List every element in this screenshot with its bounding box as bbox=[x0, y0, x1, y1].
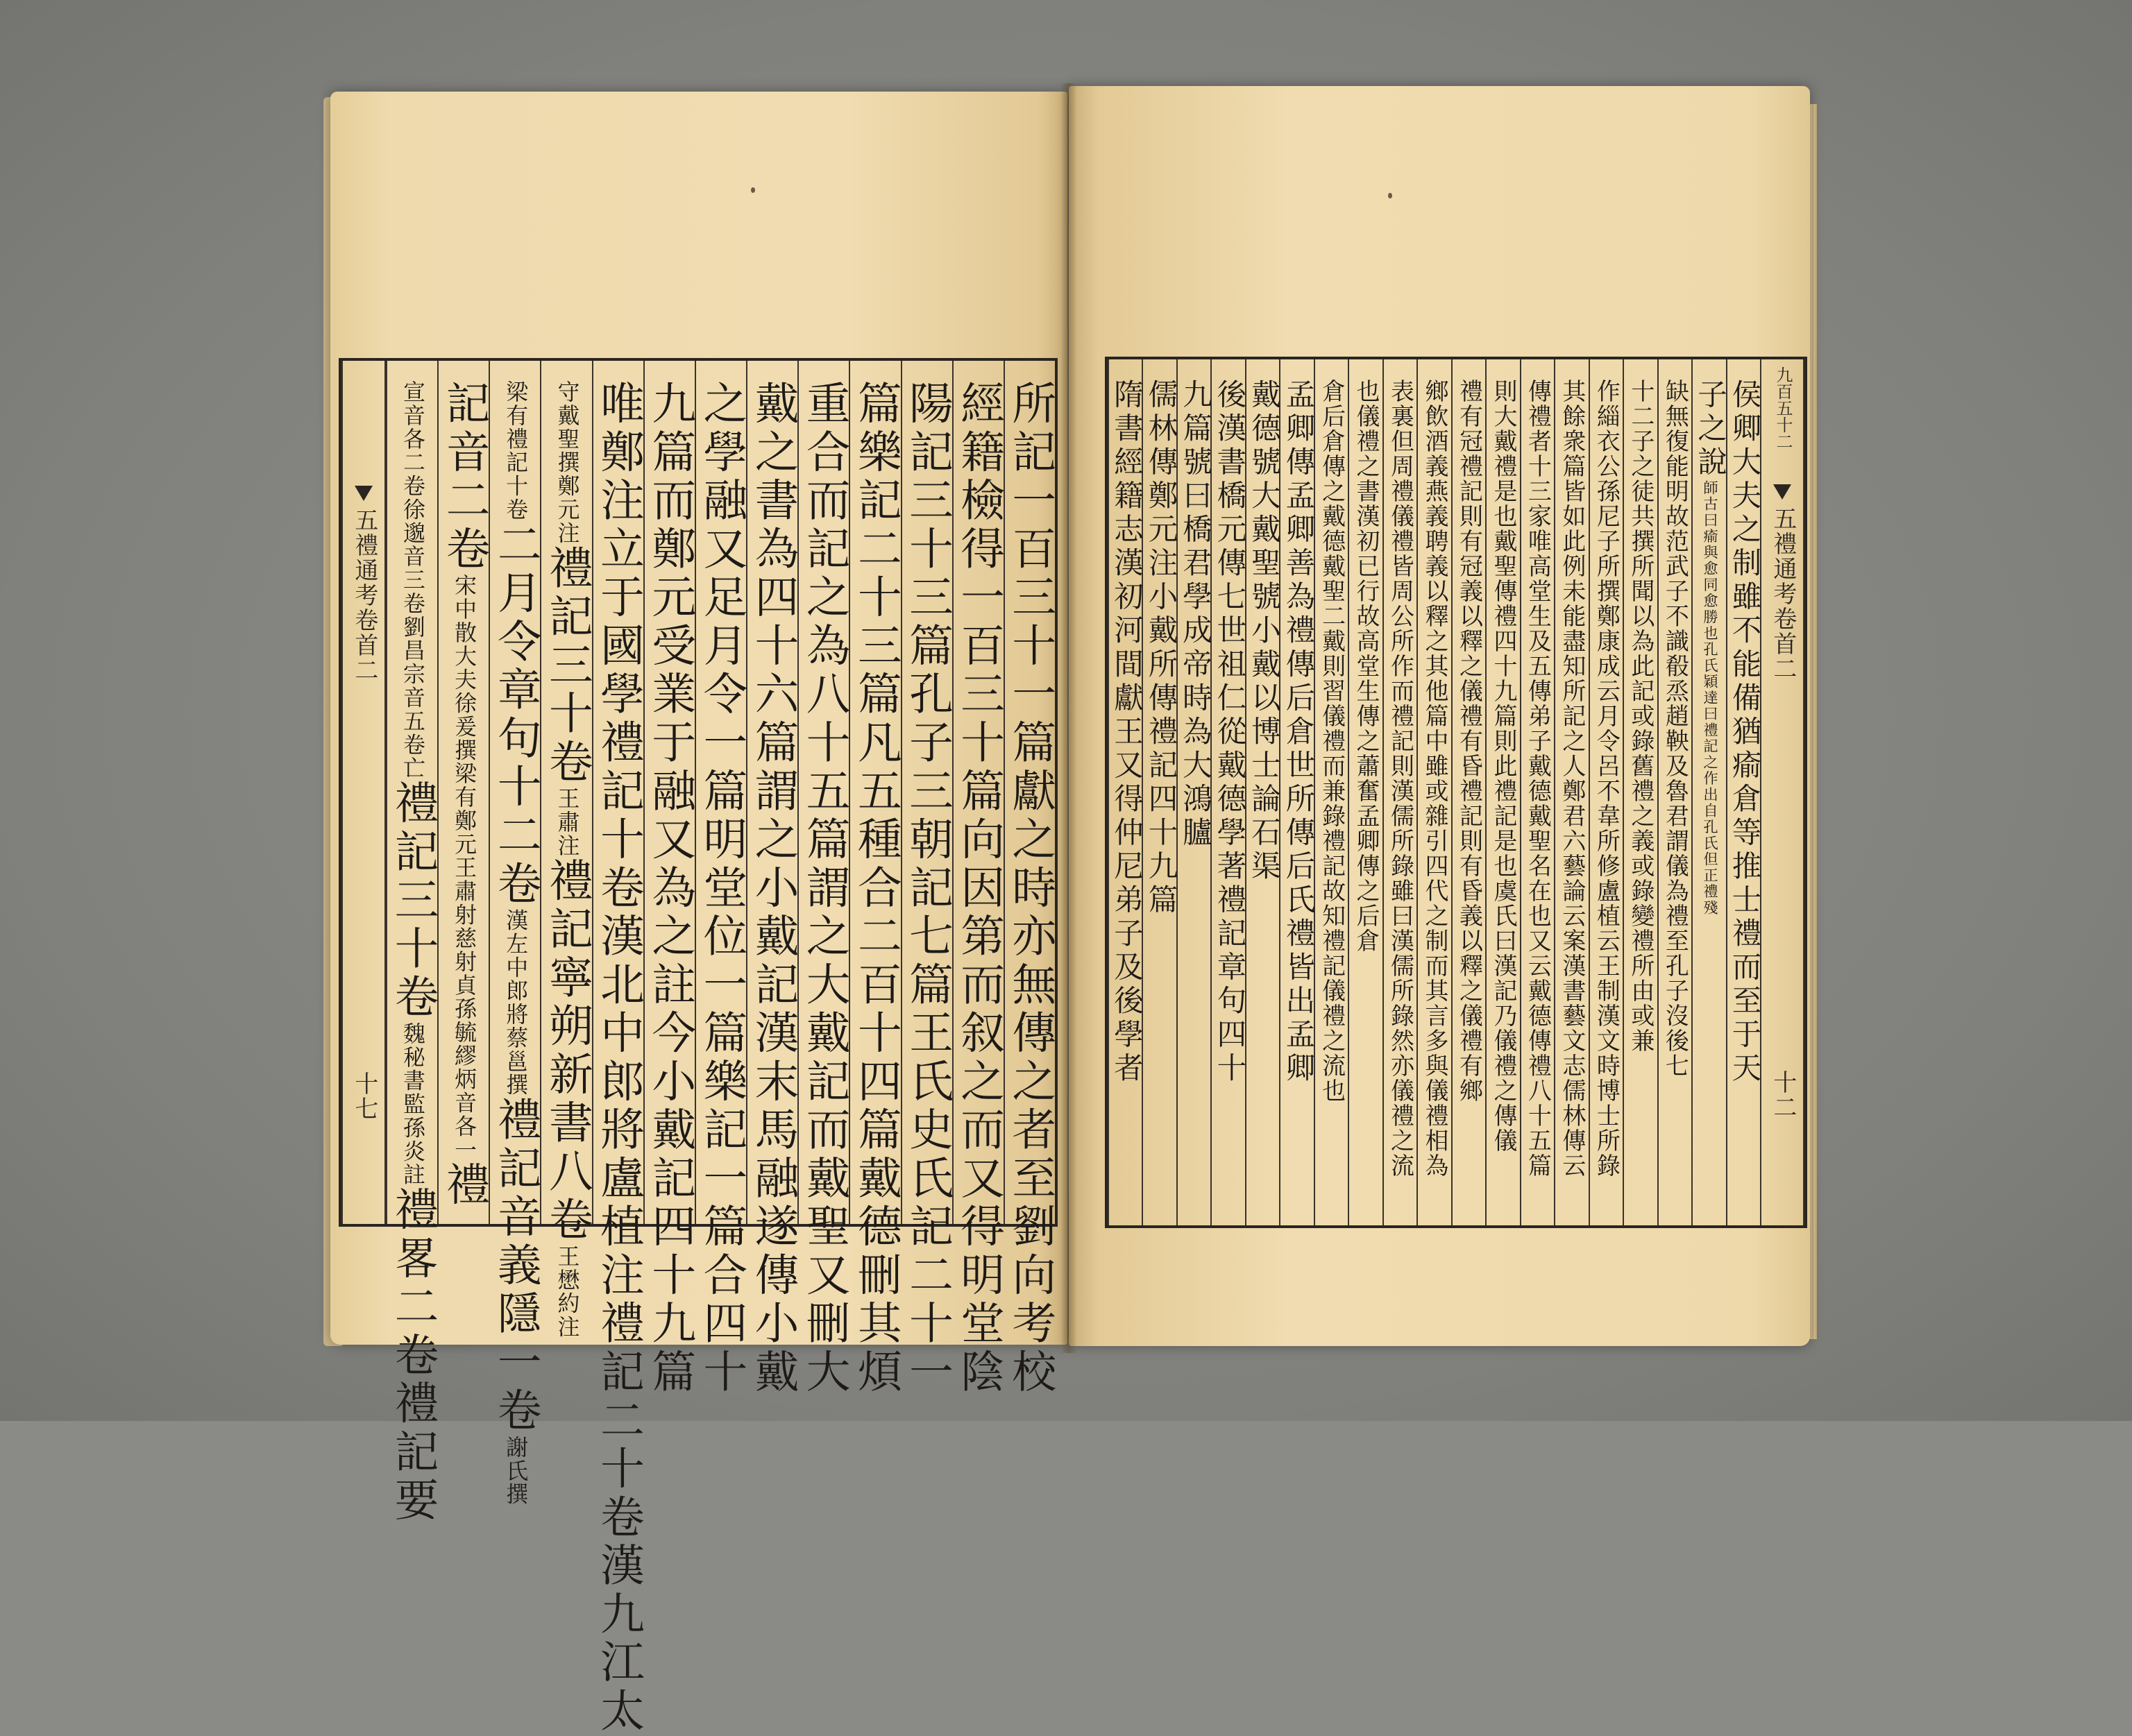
commentary-note: 謝氏撰 bbox=[502, 1435, 530, 1506]
commentary-note: 王肅注 bbox=[554, 787, 581, 858]
commentary-note: 禮有冠禮記則有冠義以釋之儀禮有昏禮記則有昏義以釋之儀禮有鄉 bbox=[1455, 379, 1483, 1103]
commentary-note: 孔氏穎達曰禮記之作出自孔氏但正禮殘 bbox=[1701, 641, 1719, 916]
text-column bbox=[1004, 361, 1056, 1397]
main-text: 禮記寧朔新書八卷 bbox=[541, 857, 593, 1245]
text-column bbox=[1382, 359, 1416, 1225]
column-text bbox=[490, 380, 542, 1506]
left-text-frame bbox=[339, 358, 1058, 1736]
main-text: 侯卿大夫之制雖不能備猶瘉倉等推士禮而至于天 bbox=[1727, 379, 1761, 1087]
column-text bbox=[541, 380, 593, 1339]
text-column bbox=[695, 361, 747, 1397]
main-text: 禮畧二卷禮記要 bbox=[387, 1186, 439, 1526]
text-column bbox=[1108, 359, 1142, 1225]
text-column bbox=[1485, 359, 1519, 1225]
commentary-note: 倉后倉傳之戴德戴聖二戴則習儀禮而兼錄禮記故知禮記儀禮之流也 bbox=[1317, 379, 1346, 1103]
column-text bbox=[1695, 379, 1725, 916]
text-column bbox=[1726, 359, 1760, 1225]
main-text: 禮記三十卷 bbox=[387, 779, 439, 1022]
fold-title: 五禮通考卷首二 bbox=[1768, 507, 1797, 681]
margin-note: 九百五十二 bbox=[1773, 366, 1793, 450]
fold-folio-number: 十七 bbox=[350, 1071, 378, 1121]
main-text: 儒林傳鄭元注小戴所傳禮記四十九篇 bbox=[1143, 379, 1178, 918]
commentary-note: 表裏但周禮儀禮皆周公所作而禮記則漢儒所錄雖曰漢儒所錄然亦儀禮之流 bbox=[1386, 379, 1414, 1178]
main-text: 所記一百三十一篇獻之時亦無傳之者至劉向考校 bbox=[1004, 380, 1056, 1397]
text-column bbox=[1245, 359, 1279, 1225]
main-text: 記音二卷 bbox=[439, 380, 491, 575]
text-column bbox=[1142, 359, 1176, 1225]
text-column bbox=[1623, 359, 1657, 1225]
commentary-note: 師古曰瘉與愈同愈勝也 bbox=[1701, 479, 1719, 642]
text-column bbox=[592, 361, 645, 1736]
main-text: 禮記三十卷 bbox=[541, 545, 593, 788]
main-text: 陽記三十三篇孔子三朝記七篇王氏史氏記二十一 bbox=[902, 380, 954, 1397]
text-column bbox=[386, 361, 439, 1526]
commentary-note: 十二子之徒共撰所聞以為此記或錄舊禮之義或錄變禮所由或兼 bbox=[1626, 379, 1655, 1053]
fishtail-mark-icon bbox=[1773, 484, 1791, 500]
text-column bbox=[437, 361, 489, 1224]
fold-folio-number: 十二 bbox=[1768, 1070, 1797, 1120]
main-text: 之學融又足月令一篇明堂位一篇樂記一篇合四十 bbox=[695, 380, 747, 1397]
fold-center-strip bbox=[1760, 359, 1804, 1225]
main-text: 子之說 bbox=[1693, 379, 1727, 480]
text-column bbox=[1210, 359, 1244, 1225]
main-text: 禮記音義隱一卷 bbox=[490, 1096, 542, 1436]
commentary-note: 守戴聖撰鄭元注 bbox=[554, 380, 581, 545]
text-column bbox=[1657, 359, 1691, 1225]
main-text: 九篇號曰橋君學成帝時為大鴻臚 bbox=[1177, 379, 1212, 851]
text-column bbox=[1589, 359, 1623, 1225]
main-text: 後漢書橋元傳七世祖仁從戴德學著禮記章句四十 bbox=[1212, 379, 1246, 1087]
main-text: 唯鄭注立于國學禮記十卷漢北中郎將盧植注禮記二十卷漢九江太 bbox=[593, 380, 645, 1736]
text-column bbox=[489, 361, 542, 1506]
main-text: 隋書經籍志漢初河間獻王又得仲尼弟子及後學者 bbox=[1109, 379, 1143, 1087]
column-text bbox=[439, 380, 491, 1210]
commentary-note: 傳禮者十三家唯高堂生及五傳弟子戴德戴聖名在也又云戴德傳禮八十五篇 bbox=[1523, 379, 1552, 1178]
text-column bbox=[1416, 359, 1450, 1225]
text-column bbox=[746, 361, 800, 1397]
left-columns bbox=[341, 361, 1056, 1736]
text-column bbox=[1348, 359, 1382, 1225]
commentary-note: 作緇衣公孫尼子所撰鄭康成云月令呂不韋所修盧植云王制漢文時博士所錄 bbox=[1592, 379, 1621, 1178]
main-text: 禮 bbox=[439, 1161, 491, 1210]
main-text: 重合而記之為八十五篇謂之大戴記而戴聖又刪大 bbox=[799, 380, 851, 1397]
text-column bbox=[1451, 359, 1485, 1225]
commentary-note: 則大戴禮是也戴聖傳禮四十九篇則此禮記是也虞氏曰漢記乃儀禮之傳儀 bbox=[1489, 379, 1517, 1153]
commentary-note: 其餘衆篇皆如此例未能盡知所記之人鄭君六藝論云案漢書藝文志儒林傳云 bbox=[1557, 379, 1586, 1178]
text-column bbox=[952, 361, 1005, 1397]
text-column bbox=[1691, 359, 1725, 1225]
right-text-frame bbox=[1105, 357, 1807, 1228]
text-column bbox=[1554, 359, 1588, 1225]
text-column bbox=[849, 361, 902, 1397]
main-text: 九篇而鄭元受業于融又為之註今小戴記四十九篇 bbox=[644, 380, 696, 1397]
main-text: 篇樂記二十三篇凡五種合二百十四篇戴德刪其煩 bbox=[850, 380, 902, 1397]
text-column bbox=[1314, 359, 1348, 1225]
paper-spot bbox=[751, 187, 755, 193]
text-column bbox=[1279, 359, 1313, 1225]
commentary-note: 宣音各二卷徐邈音三卷劉昌宗音五卷亡 bbox=[399, 380, 426, 780]
text-column bbox=[901, 361, 954, 1397]
text-column bbox=[1520, 359, 1554, 1225]
main-text: 二月令章句十二卷 bbox=[490, 521, 542, 909]
text-column bbox=[797, 361, 851, 1397]
commentary-note: 梁有禮記十卷 bbox=[502, 380, 530, 522]
text-column bbox=[540, 361, 593, 1339]
column-text bbox=[387, 380, 439, 1526]
commentary-note: 宋中散大夫徐爰撰梁有鄭元王肅射慈射貞孫毓繆炳音各一 bbox=[451, 574, 478, 1162]
main-text: 孟卿傳孟卿善為禮傳后倉世所傳后氏禮皆出孟卿 bbox=[1280, 379, 1315, 1087]
paper-spot bbox=[1388, 193, 1392, 198]
commentary-note: 漢左中郎將蔡邕撰 bbox=[502, 908, 530, 1097]
right-columns bbox=[1108, 359, 1804, 1225]
commentary-note: 鄉飲酒義燕義聘義以釋之其他篇中雖或雜引四代之制而其言多與儀禮相為 bbox=[1420, 379, 1448, 1178]
fishtail-mark-icon bbox=[355, 486, 373, 501]
text-column bbox=[643, 361, 696, 1397]
main-text: 戴德號大戴聖號小戴以博士論石渠 bbox=[1246, 379, 1280, 885]
commentary-note: 王懋約注 bbox=[554, 1244, 581, 1339]
main-text: 經籍檢得一百三十篇向因第而叙之而又得明堂陰 bbox=[953, 380, 1005, 1397]
commentary-note: 也儀禮之書漢初已行故高堂生傳之蕭奮孟卿傳之后倉 bbox=[1352, 379, 1380, 953]
text-column bbox=[1176, 359, 1210, 1225]
main-text: 戴之書為四十六篇謂之小戴記漢末馬融遂傳小戴 bbox=[747, 380, 800, 1397]
commentary-note: 缺無復能明故范武子不識殽烝趙鞅及魯君謂儀為禮至孔子沒後七 bbox=[1661, 379, 1689, 1078]
commentary-note: 魏秘書監孫炎註 bbox=[399, 1021, 426, 1186]
fold-title: 五禮通考卷首二 bbox=[350, 508, 378, 683]
fold-center-strip bbox=[341, 361, 386, 1224]
book-gutter bbox=[1060, 83, 1077, 1353]
